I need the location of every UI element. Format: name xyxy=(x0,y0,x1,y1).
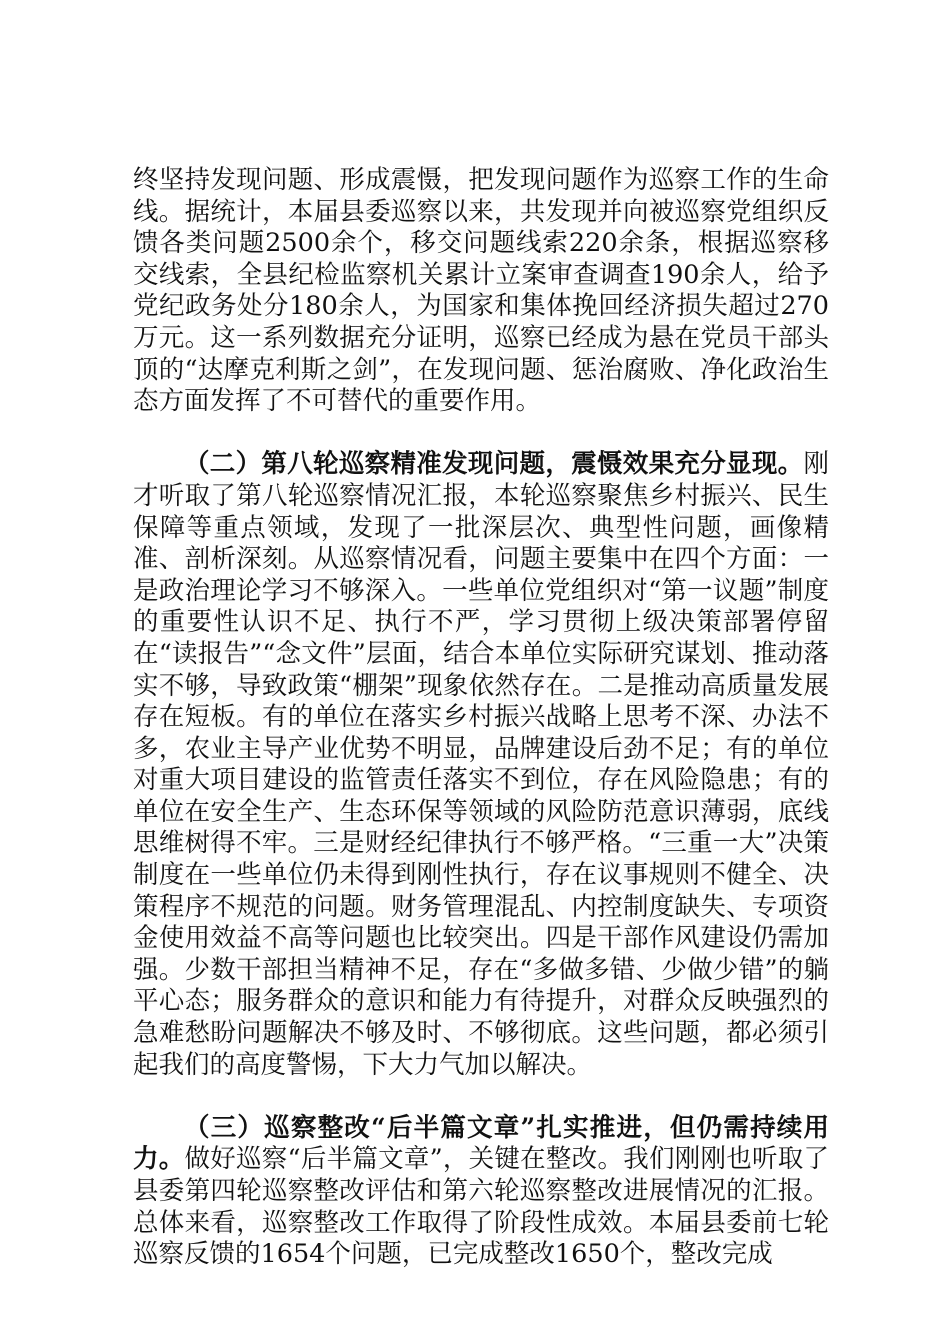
paragraph-spacer xyxy=(133,418,829,450)
paragraph-3 xyxy=(133,1113,829,1271)
paragraph-1 xyxy=(133,165,829,418)
paragraph-3-text: 做好巡察“后半篇文章”，关键在整改。我们刚刚也听取了县委第四轮巡察整改评估和第六轮巡察整改进展情况的汇报。总体来看，巡察整改工作取得了阶段性成效。本届县委前七轮巡察反馈的1654个问题，已完成整改1650个，整改完成 xyxy=(133,1144,829,1270)
document-body xyxy=(133,165,829,1271)
paragraph-2 xyxy=(133,449,829,1081)
section-heading-2: （二）第八轮巡察精准发现问题，震慑效果充分显现。 xyxy=(184,449,804,480)
paragraph-1-text: 终坚持发现问题、形成震慑，把发现问题作为巡察工作的生命线。据统计，本届县委巡察以来，共发现并向被巡察党组织反馈各类问题2500余个，移交问题线索220余条，根据巡察移交线索，全县纪检监察机关累计立案审查调查190余人，给予党纪政务处分180余人，为国家和集体挽回经济损失超过270万元。这一系列数据充分证明，巡察已经成为悬在党员干部头顶的“达摩克利斯之剑”，在发现问题、惩治腐败、净化政治生态方面发挥了不可替代的重要作用。 xyxy=(133,165,829,417)
paragraph-2-text: 刚才听取了第八轮巡察情况汇报，本轮巡察聚焦乡村振兴、民生保障等重点领域，发现了一批深层次、典型性问题，画像精准、剖析深刻。从巡察情况看，问题主要集中在四个方面：一是政治理论学习不够深入。一些单位党组织对“第一议题”制度的重要性认识不足、执行不严，学习贯彻上级决策部署停留在“读报告”“念文件”层面，结合本单位实际研究谋划、推动落实不够，导致政策“棚架”现象依然存在。二是推动高质量发展存在短板。有的单位在落实乡村振兴战略上思考不深、办法不多，农业主导产业优势不明显，品牌建设后劲不足；有的单位对重大项目建设的监管责任落实不到位，存在风险隐患；有的单位在安全生产、生态环保等领域的风险防范意识薄弱，底线思维树得不牢。三是财经纪律执行不够严格。“三重一大”决策制度在一些单位仍未得到刚性执行，存在议事规则不健全、决策程序不规范的问题。财务管理混乱、内控制度缺失、专项资金使用效益不高等问题也比较突出。四是干部作风建设仍需加强。少数干部担当精神不足，存在“多做多错、少做少错”的躺平心态；服务群众的意识和能力有待提升，对群众反映强烈的急难愁盼问题解决不够及时、不够彻底。这些问题，都必须引起我们的高度警惕，下大力气加以解决。 xyxy=(133,449,829,1080)
paragraph-spacer xyxy=(133,1081,829,1113)
section-heading-3: （三）巡察整改“后半篇文章”扎实推进，但仍需持续用力。 xyxy=(133,1112,829,1175)
